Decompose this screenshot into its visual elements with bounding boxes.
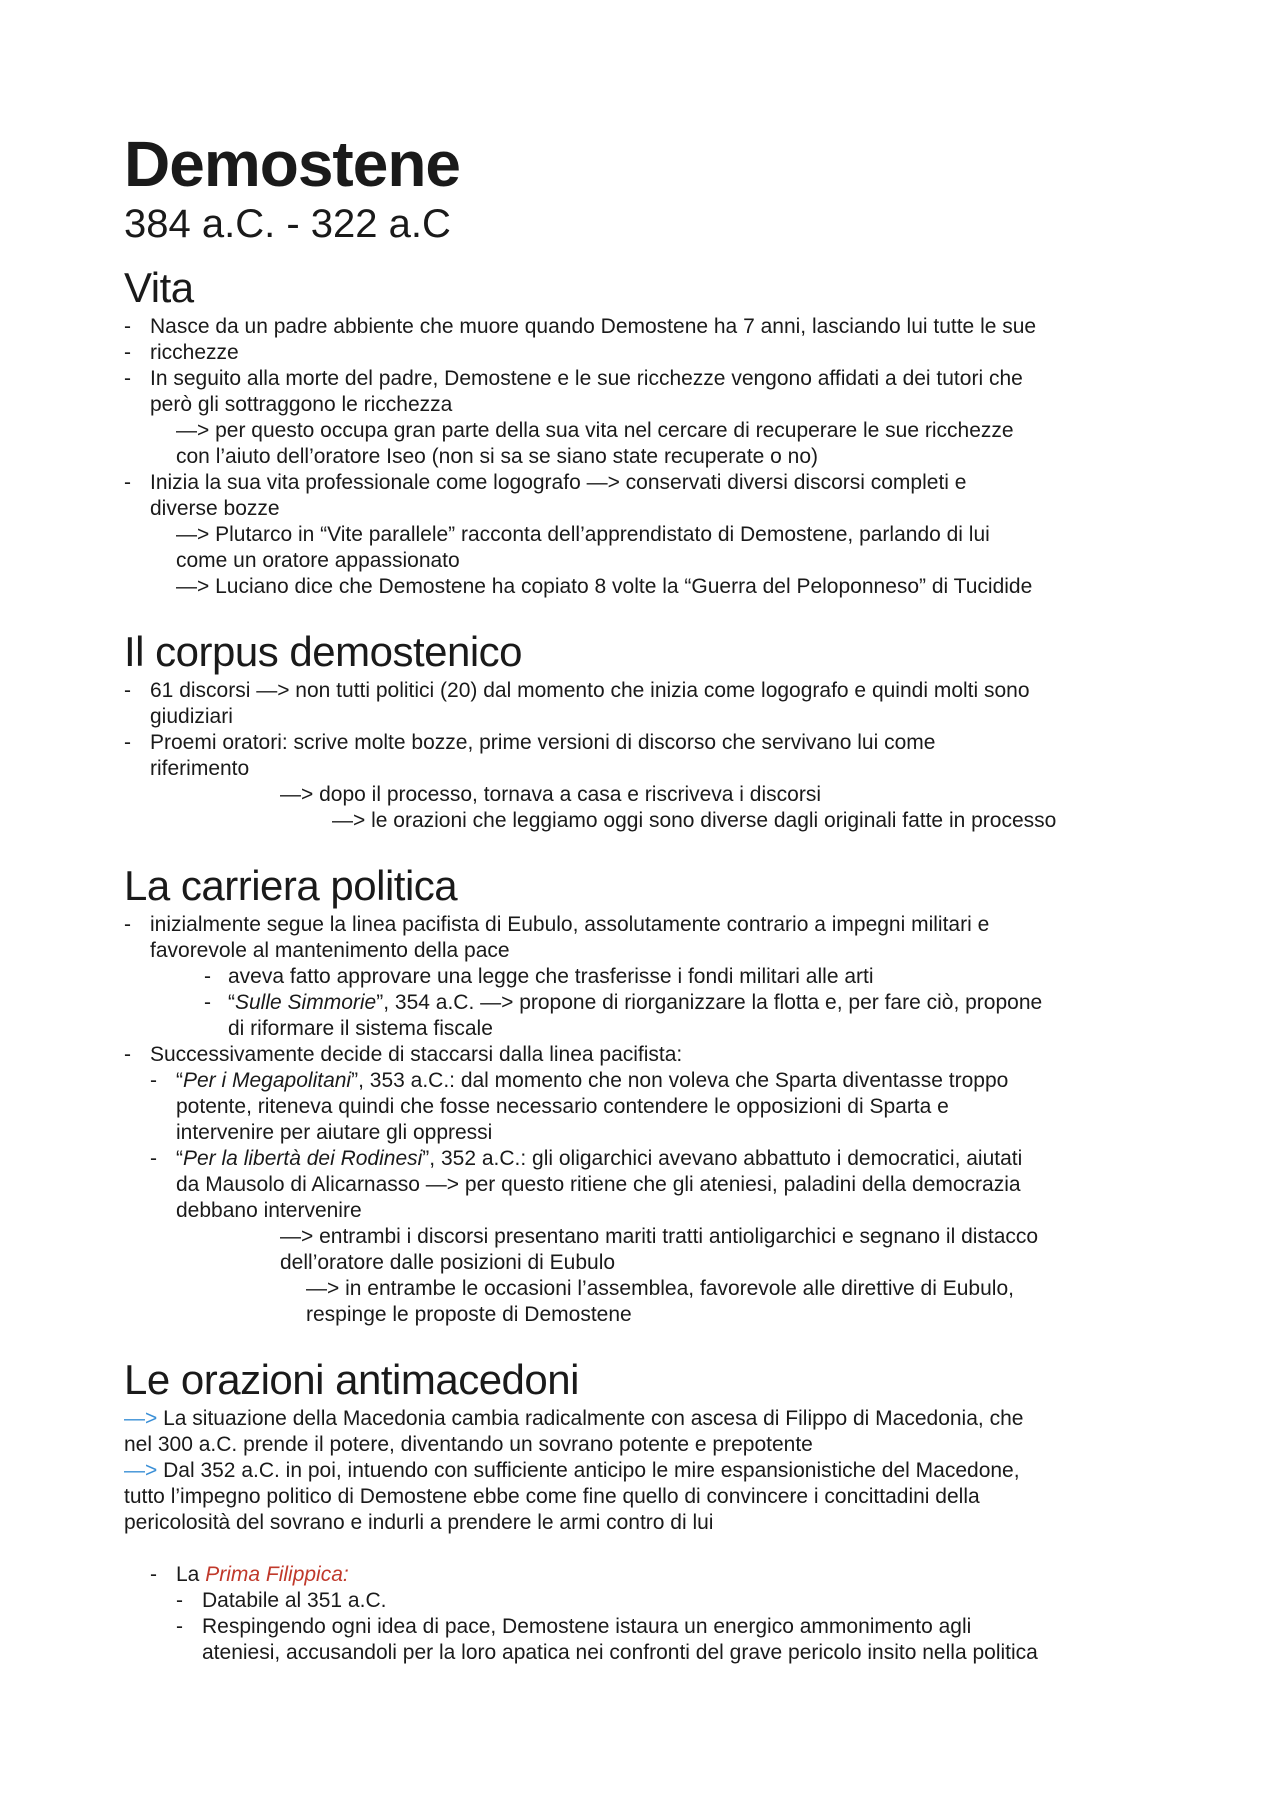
text-line: nel 300 a.C. prende il potere, diventando un sovrano potente e prepotente bbox=[124, 1433, 813, 1456]
sub-bullet-line: - “Sulle Simmorie”, 354 a.C. —> propone di riorganizzare la flotta e, per fare ciò, propone bbox=[124, 990, 1164, 1016]
text-line: come un oratore appassionato bbox=[176, 549, 460, 572]
bullet-line: - In seguito alla morte del padre, Demostene e le sue ricchezze vengono affidati a dei tutori che bbox=[124, 366, 1164, 392]
speech-title: Prima Filippica: bbox=[205, 1563, 349, 1586]
page-title: Demostene bbox=[124, 128, 460, 200]
arrow-line: —> entrambi i discorsi presentano mariti tratti antioligarchici e segnano il distacco bbox=[280, 1225, 1039, 1248]
sub-bullet-line: - aveva fatto approvare una legge che trasferisse i fondi militari alle arti bbox=[124, 964, 1164, 990]
text-line: pericolosità del sovrano e indurli a prendere le armi contro di lui bbox=[124, 1511, 714, 1534]
section-carriera bbox=[124, 860, 1164, 1328]
sub-bullet-line: - “Per i Megapolitani”, 353 a.C.: dal momento che non voleva che Sparta diventasse troppo bbox=[124, 1068, 1164, 1094]
text-span: La bbox=[176, 1563, 206, 1586]
text-line: di riformare il sistema fiscale bbox=[228, 1017, 493, 1040]
arrow-line: —> per questo occupa gran parte della sua vita nel cercare di recuperare le sue ricchezze bbox=[176, 419, 1014, 442]
text-span: , 352 a.C.: gli oligarchici avevano abbattuto i democratici, aiutati bbox=[429, 1147, 1023, 1170]
text-line: respinge le proposte di Demostene bbox=[306, 1303, 632, 1326]
arrow-line: —> Luciano dice che Demostene ha copiato 8 volte la “Guerra del Peloponneso” di Tucidide bbox=[176, 575, 1033, 598]
speech-title: Per i Megapolitani bbox=[183, 1069, 352, 1092]
bullet-line: - Proemi oratori: scrive molte bozze, prime versioni di discorso che servivano lui come bbox=[124, 730, 1164, 756]
section-heading: Il corpus demostenico bbox=[124, 628, 523, 675]
sub-bullet-line: - Respingendo ogni idea di pace, Demostene istaura un energico ammonimento agli bbox=[124, 1614, 1164, 1640]
arrow-icon: —> bbox=[124, 1459, 158, 1482]
text-line: però gli sottraggono le ricchezza bbox=[150, 393, 453, 416]
text-line: - ricchezze bbox=[124, 340, 1164, 366]
bullet-line: - inizialmente segue la linea pacifista di Eubulo, assolutamente contrario a impegni militari e bbox=[124, 912, 1164, 938]
sub-bullet-line bbox=[124, 1562, 1164, 1588]
text-line: intervenire per aiutare gli oppressi bbox=[176, 1121, 493, 1144]
section-heading: Le orazioni antimacedoni bbox=[124, 1356, 579, 1403]
text-line: potente, riteneva quindi che fosse necessario contendere le opposizioni di Sparta e bbox=[176, 1095, 949, 1118]
text-line: diverse bozze bbox=[150, 497, 280, 520]
text-line: debbano intervenire bbox=[176, 1199, 362, 1222]
arrow-icon: —> bbox=[124, 1407, 158, 1430]
text-line bbox=[124, 1458, 1164, 1484]
section-heading: Vita bbox=[124, 264, 194, 311]
text-line: tutto l’impegno politico di Demostene ebbe come fine quello di convincere i concittadini della bbox=[124, 1485, 980, 1508]
sub-bullet-line: - Databile al 351 a.C. bbox=[124, 1588, 1164, 1614]
section-heading: La carriera politica bbox=[124, 862, 458, 909]
document-page bbox=[124, 128, 1164, 1692]
arrow-line: —> le orazioni che leggiamo oggi sono diverse dagli originali fatte in processo bbox=[332, 809, 1057, 832]
text-line: favorevole al mantenimento della pace bbox=[150, 939, 510, 962]
text-line: giudiziari bbox=[150, 705, 233, 728]
text-line: ateniesi, accusandoli per la loro apatica nei confronti del grave pericolo insito nella politica bbox=[202, 1641, 1038, 1664]
bullet-line: - Successivamente decide di staccarsi dalla linea pacifista: bbox=[124, 1042, 1164, 1068]
text-line: da Mausolo di Alicarnasso —> per questo ritiene che gli ateniesi, paladini della democrazia bbox=[176, 1173, 1021, 1196]
speech-title: Per la libertà dei Rodinesi bbox=[183, 1147, 423, 1170]
text-line bbox=[124, 1406, 1164, 1432]
arrow-line: —> in entrambe le occasioni l’assemblea, favorevole alle direttive di Eubulo, bbox=[306, 1277, 1014, 1300]
sub-bullet-line: - “Per la libertà dei Rodinesi”, 352 a.C.: gli oligarchici avevano abbattuto i democratici, aiutati bbox=[124, 1146, 1164, 1172]
bullet-line: - 61 discorsi —> non tutti politici (20) dal momento che inizia come logografo e quindi molti sono bbox=[124, 678, 1164, 704]
text-line: riferimento bbox=[150, 757, 250, 780]
text-line: dell’oratore dalle posizioni di Eubulo bbox=[280, 1251, 616, 1274]
section-vita bbox=[124, 262, 1164, 600]
text-span: , 353 a.C.: dal momento che non voleva che Sparta diventasse troppo bbox=[358, 1069, 1009, 1092]
section-corpus bbox=[124, 626, 1164, 834]
arrow-line: —> dopo il processo, tornava a casa e riscriveva i discorsi bbox=[280, 783, 821, 806]
section-orazioni bbox=[124, 1354, 1164, 1666]
page-dates: 384 a.C. - 322 a.C bbox=[124, 202, 451, 246]
text-span: La situazione della Macedonia cambia radicalmente con ascesa di Filippo di Macedonia, che bbox=[157, 1407, 1024, 1430]
text-span: Dal 352 a.C. in poi, intuendo con sufficiente anticipo le mire espansionistiche del Macedone, bbox=[157, 1459, 1020, 1482]
text-span: , 354 a.C. —> propone di riorganizzare la flotta e, per fare ciò, propone bbox=[383, 991, 1043, 1014]
bullet-line: - Inizia la sua vita professionale come logografo —> conservati diversi discorsi completi e bbox=[124, 470, 1164, 496]
bullet-line: - Nasce da un padre abbiente che muore quando Demostene ha 7 anni, lasciando lui tutte le sue bbox=[124, 314, 1164, 340]
speech-title: Sulle Simmorie bbox=[235, 991, 377, 1014]
arrow-line: —> Plutarco in “Vite parallele” racconta dell’apprendistato di Demostene, parlando di lui bbox=[176, 523, 990, 546]
text-line: con l’aiuto dell’oratore Iseo (non si sa se siano state recuperate o no) bbox=[176, 445, 819, 468]
